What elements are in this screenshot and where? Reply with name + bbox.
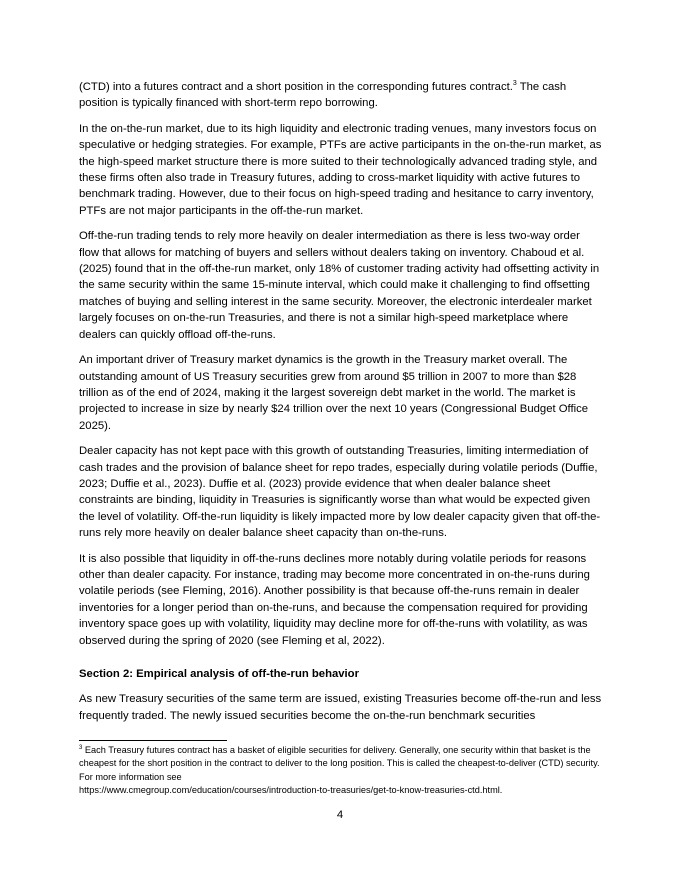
page-body — [79, 79, 602, 733]
paragraph-volatility-liquidity: It is also possible that liquidity in off-the-runs declines more notably during volatile periods for reasons other than dealer capacity. For instance, trading may become more concentrated in on-the-runs during volatile periods (see Fleming, 2016). Another possibility is that because off-the-runs remain in dealer inventories for a longer period than on-the-runs, and because the compensation required for providing inventory space goes up with volatility, liquidity may decline more for off-the-runs with volatility, as was observed during the spring of 2020 (see Fleming et al, 2022). — [79, 552, 590, 647]
paragraph-dealer-capacity: Dealer capacity has not kept pace with this growth of outstanding Treasuries, limiting intermediation of cash trades and the provision of balance sheet for repo trades, especially during volatile periods (Duffie, 2023; Duffie et al., 2023). Duffie et al. (2023) provide evidence that when dealer balance sheet constraints are binding, liquidity in Treasuries is significantly worse than what would be expected given the level of volatility. Off-the-run liquidity is likely impacted more by low dealer capacity given that off-the-runs rely more heavily on dealer balance sheet capacity than on-the-runs. — [79, 445, 601, 540]
footnote — [79, 744, 602, 797]
paragraph-on-the-run-market: In the on-the-run market, due to its high liquidity and electronic trading venues, many investors focus on speculative or hedging strategies. For example, PTFs are active participants in the on-the-run market, as the high-speed market structure there is more suited to their technologically advanced trading style, and these firms often also trade in Treasury futures, adding to cross-market liquidity with active futures to benchmark trading. However, due to their focus on high-speed trading and hesitance to carry inventory, PTFs are not major participants in the off-the-run market. — [79, 122, 602, 217]
paragraph-text: The cash position is typically financed with short-term repo borrowing. — [79, 81, 567, 110]
footnote-text: Each Treasury futures contract has a basket of eligible securities for delivery. Generally, one security within that basket is the cheapest for the short position in the contract to deliver to the long position. This is called the cheapest-to-deliver (CTD) security. For more information see — [79, 745, 600, 782]
paragraph-new-issuance: As new Treasury securities of the same term are issued, existing Treasuries become off-the-run and less frequently traded. The newly issued securities become the on-the-run benchmark securities — [79, 693, 602, 722]
paragraph-text: (CTD) into a futures contract and a short position in the corresponding futures contract. — [79, 81, 513, 93]
footnote-marker: 3 — [79, 744, 83, 751]
footnote-divider — [79, 740, 227, 741]
section-heading: Section 2: Empirical analysis of off-the-run behavior — [79, 668, 359, 680]
footnote-link[interactable]: https://www.cmegroup.com/education/courses/introduction-to-treasuries/get-to-know-treasuries-ctd.html. — [79, 784, 503, 795]
paragraph-dealer-intermediation: Off-the-run trading tends to rely more heavily on dealer intermediation as there is less two-way order flow that allows for matching of buyers and sellers without dealers taking on inventory. Chaboud et al. (2025) found that in the off-the-run market, only 18% of customer trading activity had offsetting activity in the same security within the same 15-minute interval, which could make it challenging to find offsetting matches of buying and selling interest in the same security. Moreover, the electronic interdealer market largely focuses on on-the-run Treasuries, and there is not a similar high-speed marketplace where dealers can quickly offload off-the-runs. — [79, 230, 600, 341]
paragraph-market-growth: An important driver of Treasury market dynamics is the growth in the Treasury market overall. The outstanding amount of US Treasury securities grew from around $5 trillion in 2007 to more than $28 trillion as of the end of 2024, making it the largest sovereign debt market in the world. The market is projected to increase in size by nearly $24 trillion over the next 10 years (Congressional Budget Office 2025). — [79, 354, 589, 432]
page-number: 4 — [336, 809, 344, 821]
paragraph-ctd-financing — [79, 79, 602, 112]
footnote-reference[interactable]: 3 — [512, 80, 517, 88]
